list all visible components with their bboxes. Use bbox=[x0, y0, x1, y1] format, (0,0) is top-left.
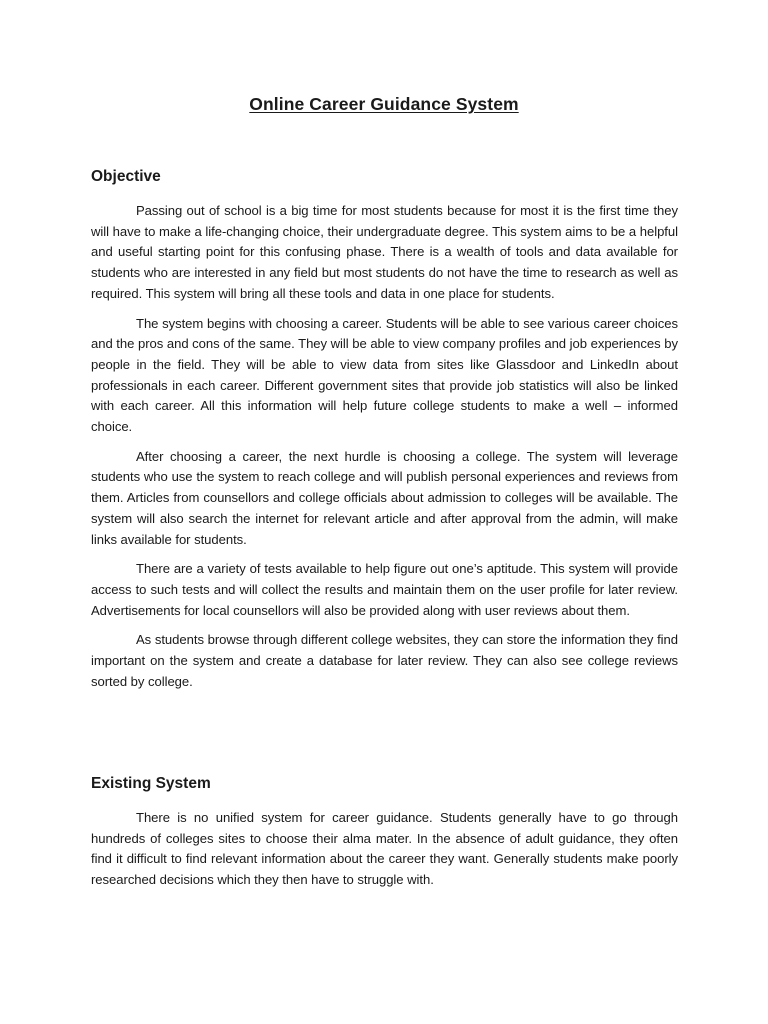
paragraph: There are a variety of tests available to help figure out one’s aptitude. This system will provide access to such tests and will collect the results and maintain them on the user profile for later review. Advertisements for local counsellors will also be provided along with user reviews about them. bbox=[91, 561, 678, 618]
paragraph: After choosing a career, the next hurdle is choosing a college. The system will leverage students who use the system to reach college and will publish personal experiences and reviews from them. Articles from counsellors and college officials about admission to colleges will be available. The system will also search the internet for relevant article and after approval from the admin, will make links available for students. bbox=[91, 448, 678, 547]
paragraph: The system begins with choosing a career. Students will be able to see various career choices and the pros and cons of the same. They will be able to view company profiles and job experiences by people in the field. They will be able to view data from sites like Glassdoor and LinkedIn about professionals in each career. Different government sites that provide job statistics will also be linked with each career. All this information will help future college students to make a well – informed choice. bbox=[91, 315, 678, 435]
paragraph: There is no unified system for career guidance. Students generally have to go through hundreds of colleges sites to choose their alma mater. In the absence of adult guidance, they often find it difficult to find relevant information about the career they want. Generally students make poorly researched decisions which they then have to struggle with. bbox=[91, 810, 678, 888]
section-objective bbox=[91, 167, 678, 701]
section-heading-existing-system: Existing System bbox=[91, 775, 211, 792]
paragraph: Passing out of school is a big time for most students because for most it is the first time they will have to make a life-changing choice, their undergraduate degree. This system aims to be a helpful and useful starting point for this confusing phase. There is a wealth of tools and data available for students who are interested in any field but most students do not have the time to research as well as required. This system will bring all these tools and data in one place for students. bbox=[91, 203, 678, 301]
document-title: Online Career Guidance System bbox=[249, 94, 519, 114]
paragraph: As students browse through different college websites, they can store the information they find important on the system and create a database for later review. They can also see college reviews sorted by college. bbox=[91, 632, 678, 689]
section-heading-objective: Objective bbox=[91, 168, 161, 185]
section-existing-system bbox=[91, 774, 678, 900]
